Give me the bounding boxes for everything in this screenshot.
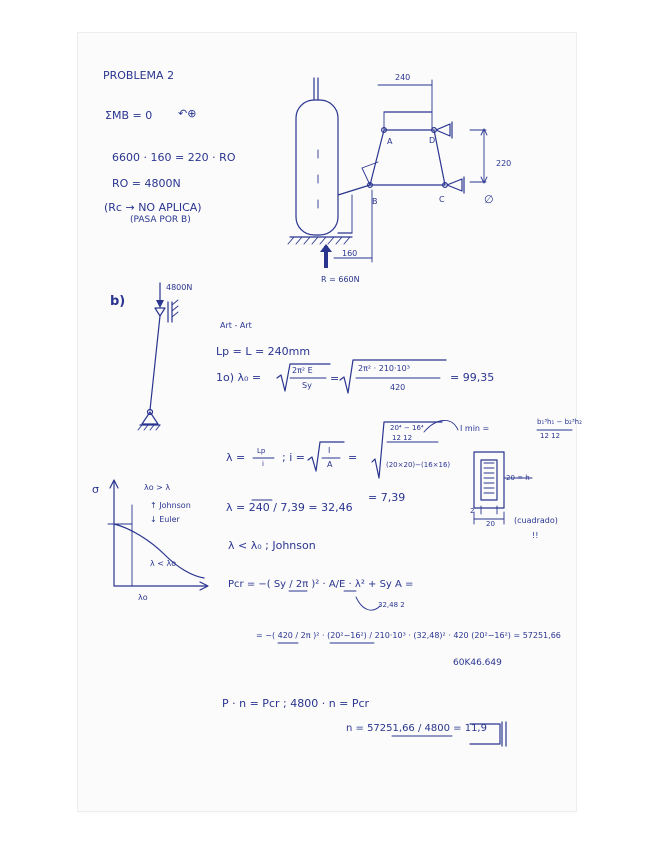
- inertia-den-2: (20×20)−(16×16): [386, 461, 451, 469]
- johnson-comparison: λ < λ₀ ; Johnson: [228, 539, 316, 552]
- mechanism-drawing: [362, 80, 487, 193]
- section-dim-thickness: 2: [470, 507, 475, 515]
- lambda-calc: λ = 240 / 7,39 = 32,46: [226, 501, 353, 514]
- lambda0-result: = 99,35: [450, 371, 495, 384]
- pcr-calculation: = −( 420 / 2π )² · (20²−16²) / 210·10³ · (32,48)² · 420 (20²−16²) = 57251,66: [256, 631, 561, 640]
- radius-def: ; i =: [282, 451, 305, 464]
- graph-low-lambda: λ < λo: [150, 559, 177, 568]
- dim-220: 220: [496, 159, 512, 168]
- equals-2: =: [348, 451, 358, 464]
- section-note-exclaim: !!: [532, 531, 539, 540]
- safety-equation: P · n = Pcr ; 4800 · n = Pcr: [222, 697, 370, 710]
- wheel-drawing: [288, 78, 372, 268]
- moment-sign: ↶⊕: [178, 107, 197, 120]
- label-d: D: [429, 136, 436, 145]
- slenderness-num: Lp: [257, 447, 266, 455]
- graph-lambda0: λo: [138, 593, 148, 602]
- lambda0-prefix: 1o) λ₀ =: [216, 371, 262, 384]
- equals-1: =: [330, 372, 340, 385]
- graph-johnson: ↑ Johnson: [150, 501, 191, 510]
- label-c: C: [439, 195, 445, 204]
- section-dim-b: 20: [486, 520, 495, 528]
- lambda0-denominator: Sy: [302, 381, 312, 390]
- radius-den: A: [327, 460, 333, 469]
- note-rc: (Rc → NO APLICA): [104, 201, 202, 214]
- safety-result: n = 57251,66 / 4800 = 11,9: [346, 723, 487, 734]
- equation-strokes: [252, 360, 572, 746]
- radius-num: I: [328, 446, 331, 455]
- graph-cond-euler: λo > λ: [144, 483, 171, 492]
- pcr-note: 32,48 2: [378, 601, 405, 609]
- inertia-den-1: 12 12: [392, 434, 413, 442]
- section-dim-h: 20 = h: [506, 474, 530, 482]
- length-equation: Lp = L = 240mm: [216, 345, 311, 358]
- i-value: = 7,39: [368, 491, 406, 504]
- lambda0-denominator-2: 420: [390, 383, 406, 392]
- graph-euler: ↓ Euler: [150, 515, 180, 524]
- label-b: B: [372, 197, 378, 206]
- problem-title: PROBLEMA 2: [103, 69, 175, 82]
- moment-equation: ΣMB = 0: [105, 109, 153, 122]
- lambda0-numerator: 2π² E: [292, 366, 313, 375]
- slenderness-den: i: [262, 460, 264, 468]
- imin-label: I min =: [460, 424, 490, 433]
- slenderness-def: λ =: [226, 451, 246, 464]
- support-type: Art - Art: [220, 321, 252, 330]
- buckling-graph: [108, 480, 208, 590]
- section-note: (cuadrado): [514, 516, 558, 525]
- dim-240: 240: [395, 73, 411, 82]
- label-a: A: [387, 137, 393, 146]
- scribble-text: 60K46.649: [453, 658, 502, 668]
- column-load: 4800N: [166, 283, 193, 292]
- graph-sigma: σ: [92, 483, 99, 496]
- lambda0-numerator-2: 2π² · 210·10³: [358, 364, 410, 373]
- equation-moments: 6600 · 160 = 220 · RO: [112, 151, 236, 164]
- pcr-formula: Pcr = −( Sy / 2π )² · A/E · λ² + Sy A =: [228, 579, 414, 590]
- equation-ro: RO = 4800N: [112, 177, 181, 190]
- zero-symbol: ∅: [484, 193, 494, 206]
- part-b-label: b): [110, 294, 126, 309]
- reaction-label: R = 660N: [321, 275, 360, 284]
- inertia-num: 20⁴ − 16⁴: [390, 424, 424, 432]
- imin-formula-num: b₁³h₁ − b₂³h₂: [537, 418, 582, 426]
- note-pass-b: (PASA POR B): [130, 215, 191, 225]
- column-drawing: [138, 283, 178, 430]
- dim-160: 160: [342, 249, 358, 258]
- imin-formula-den: 12 12: [540, 432, 561, 440]
